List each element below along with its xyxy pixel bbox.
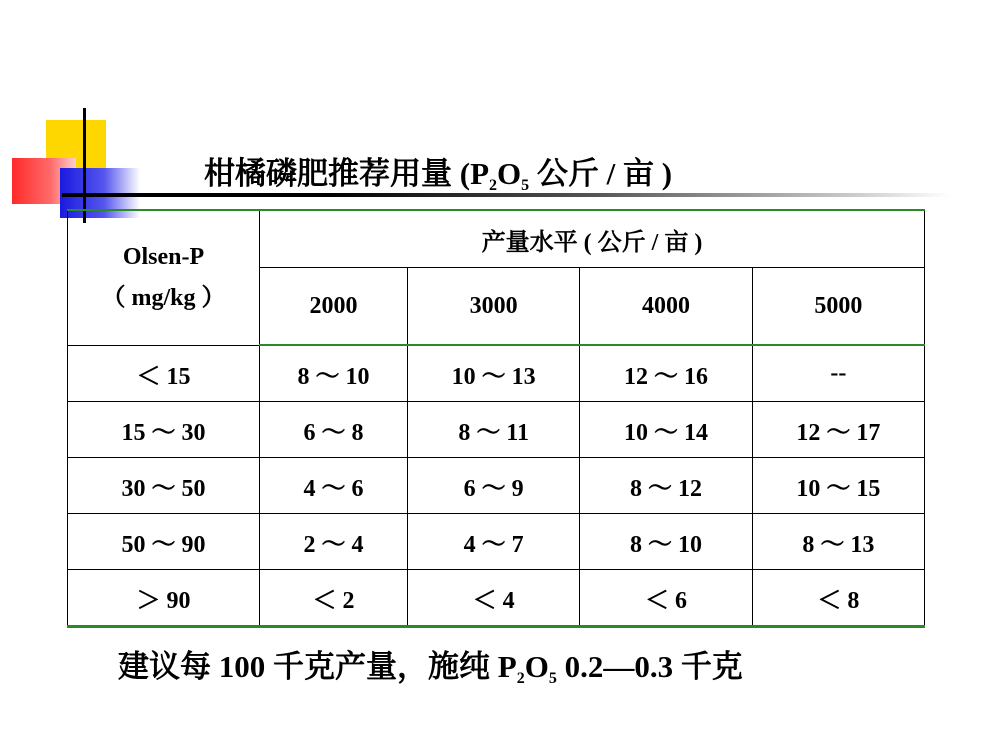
table-cell: 2 ～ 4 bbox=[260, 514, 408, 570]
table-cell: -- bbox=[752, 345, 924, 402]
note-main: 建议每 100 千克产量，施纯 P bbox=[118, 649, 517, 684]
recommendation-note bbox=[118, 641, 743, 688]
group-header-cell: 产量水平 ( 公斤 / 亩 ) bbox=[260, 210, 925, 268]
table-cell: ＜ 4 bbox=[408, 570, 580, 627]
table-row bbox=[68, 458, 925, 514]
title-subscript-2: 5 bbox=[521, 177, 530, 194]
table-cell: 8 ～ 13 bbox=[752, 514, 924, 570]
title-subscript-1: 2 bbox=[489, 177, 498, 194]
table-cell: ＜ 8 bbox=[752, 570, 924, 627]
table-row bbox=[68, 345, 925, 402]
column-header: 5000 bbox=[752, 268, 924, 346]
table-row bbox=[68, 570, 925, 627]
note-subscript-1: 2 bbox=[516, 670, 525, 687]
table-cell: ＜ 2 bbox=[260, 570, 408, 627]
note-mid: O bbox=[524, 649, 549, 684]
table-cell: ＜ 6 bbox=[580, 570, 752, 627]
table-cell: 8 ～ 11 bbox=[408, 402, 580, 458]
table-cell: 12 ～ 17 bbox=[752, 402, 924, 458]
table-cell: 50 ～ 90 bbox=[68, 514, 260, 570]
table-cell: 10 ～ 14 bbox=[580, 402, 752, 458]
row-header-line1: Olsen-P bbox=[122, 243, 205, 270]
column-header: 2000 bbox=[260, 268, 408, 346]
table-row bbox=[68, 402, 925, 458]
column-header: 4000 bbox=[580, 268, 752, 346]
table-cell: 8 ～ 12 bbox=[580, 458, 752, 514]
table-cell: 10 ～ 13 bbox=[408, 345, 580, 402]
table-cell: 12 ～ 16 bbox=[580, 345, 752, 402]
table-cell: 15 ～ 30 bbox=[68, 402, 260, 458]
title-main: 柑橘磷肥推荐用量 (P bbox=[204, 156, 490, 191]
title-mid: O bbox=[497, 156, 522, 191]
table-cell: 10 ～ 15 bbox=[752, 458, 924, 514]
note-subscript-2: 5 bbox=[548, 670, 557, 687]
row-header-cell bbox=[68, 210, 260, 345]
table-cell: 8 ～ 10 bbox=[580, 514, 752, 570]
note-tail: 0.2—0.3 千克 bbox=[556, 649, 743, 684]
decor-vertical-line bbox=[83, 108, 86, 223]
column-header: 3000 bbox=[408, 268, 580, 346]
recommendation-table bbox=[67, 209, 925, 628]
table-cell: 30 ～ 50 bbox=[68, 458, 260, 514]
table-cell: ＞ 90 bbox=[68, 570, 260, 627]
table-cell: 4 ～ 6 bbox=[260, 458, 408, 514]
table-cell: 8 ～ 10 bbox=[260, 345, 408, 402]
title-tail: 公斤 / 亩 ) bbox=[529, 156, 673, 191]
table-cell: 4 ～ 7 bbox=[408, 514, 580, 570]
table-cell: ＜ 15 bbox=[68, 345, 260, 402]
slide-title bbox=[204, 148, 672, 195]
table-cell: 6 ～ 9 bbox=[408, 458, 580, 514]
table-cell: 6 ～ 8 bbox=[260, 402, 408, 458]
header-row-1 bbox=[68, 210, 925, 268]
table-row bbox=[68, 514, 925, 570]
row-header-line2: （ mg/kg ） bbox=[101, 284, 226, 311]
